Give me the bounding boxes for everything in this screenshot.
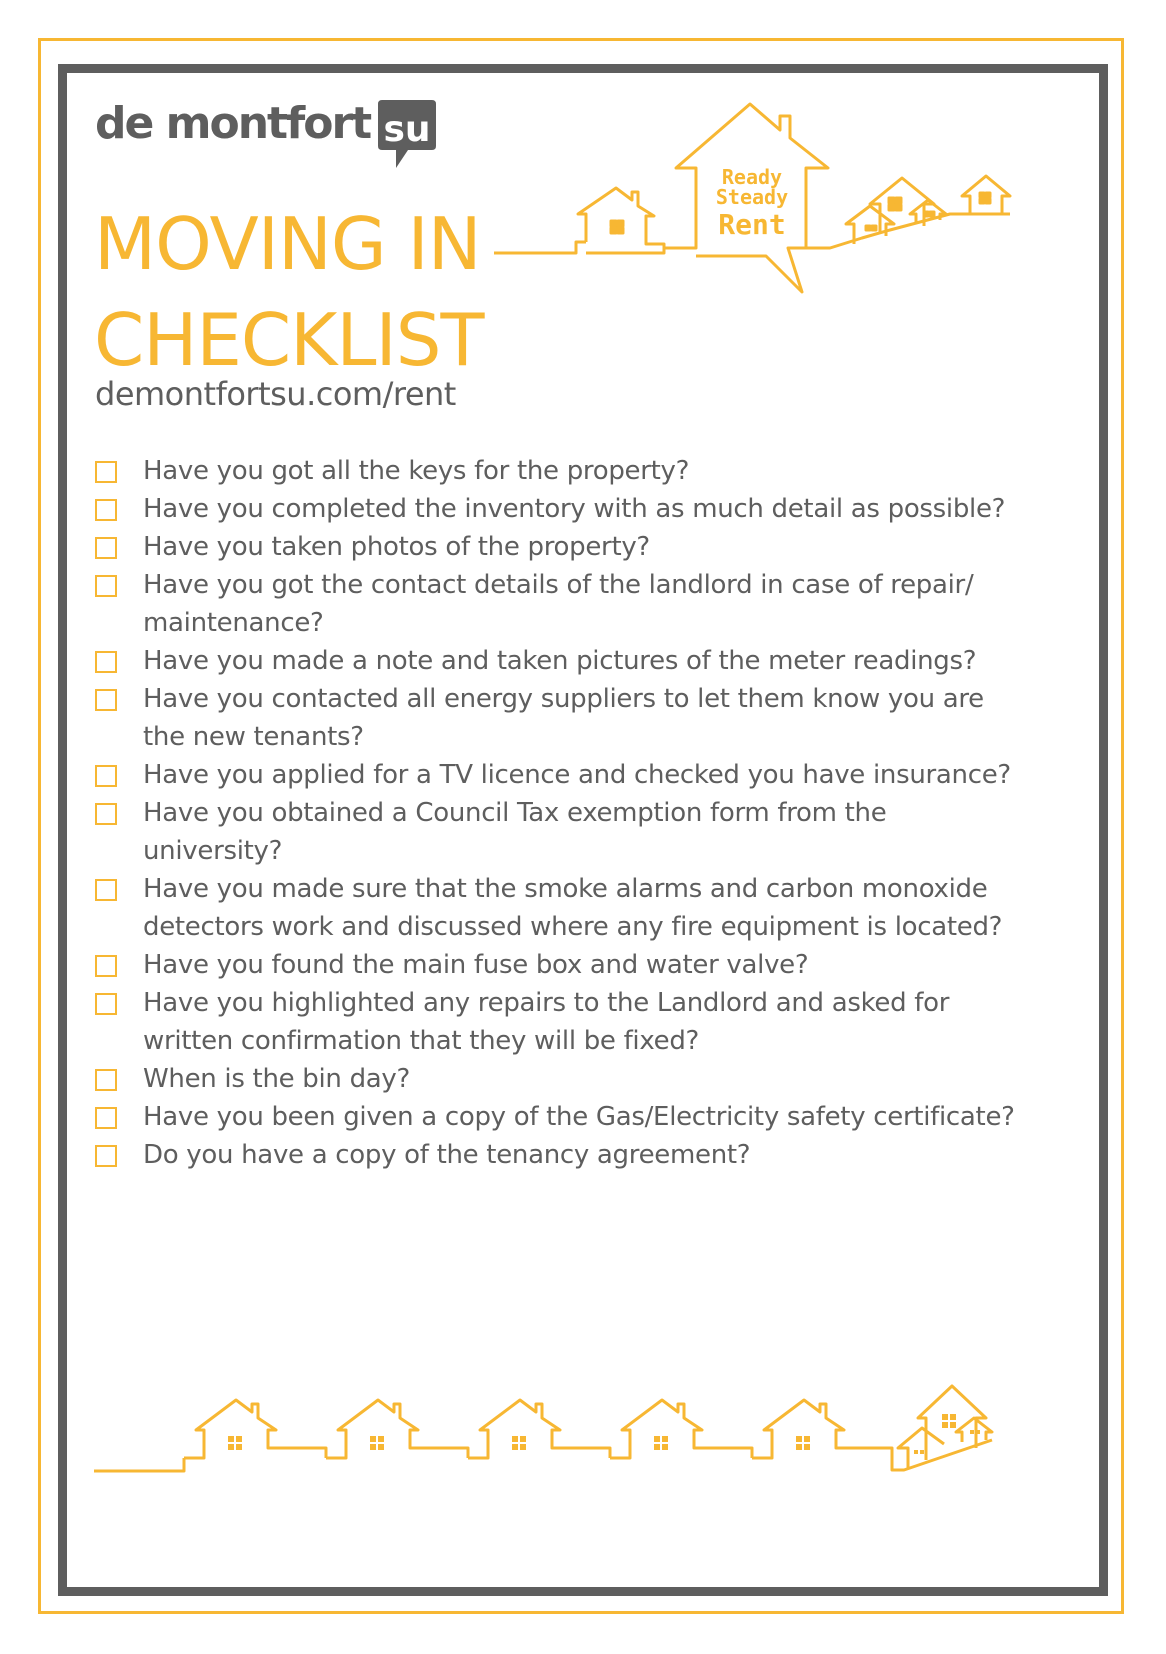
checklist-item-text: Have you taken photos of the property? — [143, 532, 650, 562]
checklist-item-text: Have you contacted all energy suppliers to let them know you are the new tenants? — [143, 684, 984, 752]
checklist-item — [95, 1060, 1025, 1098]
checkbox[interactable] — [95, 955, 117, 977]
checklist-item-text: Do you have a copy of the tenancy agreement? — [143, 1140, 751, 1170]
hero-skyline-illustration — [490, 96, 1020, 306]
house-far-right-icon — [962, 176, 1010, 214]
checklist-item-text: Have you applied for a TV licence and checked you have insurance? — [143, 760, 1011, 790]
checklist-item — [95, 642, 1025, 680]
title-line-2: CHECKLIST — [94, 298, 484, 382]
checklist-item-text: Have you been given a copy of the Gas/Electricity safety certificate? — [143, 1102, 1015, 1132]
checkbox[interactable] — [95, 499, 117, 521]
checklist-item-text: Have you made a note and taken pictures of the meter readings? — [143, 646, 977, 676]
checklist-item-text: Have you obtained a Council Tax exemption form from the university? — [143, 798, 887, 866]
page-title — [94, 196, 483, 388]
logo-badge-text: su — [383, 109, 431, 150]
checkbox[interactable] — [95, 1069, 117, 1091]
ground-line — [494, 242, 586, 253]
footer-ground-line — [94, 1458, 184, 1471]
checkbox[interactable] — [95, 461, 117, 483]
brand-logo — [95, 96, 438, 176]
checklist-item — [95, 1136, 1025, 1174]
checklist-item — [95, 794, 1025, 870]
checkbox[interactable] — [95, 537, 117, 559]
checklist-item-text: Have you got all the keys for the property? — [143, 456, 690, 486]
checklist — [95, 452, 1025, 1174]
checklist-item-text: Have you highlighted any repairs to the Landlord and asked for written confirmation that they will be fixed? — [143, 988, 950, 1056]
checklist-item — [95, 946, 1025, 984]
checkbox[interactable] — [95, 879, 117, 901]
checklist-item-text: When is the bin day? — [143, 1064, 410, 1094]
house-icon — [184, 1400, 284, 1458]
checkbox[interactable] — [95, 993, 117, 1015]
house-icon — [752, 1400, 852, 1458]
checklist-item-text: Have you found the main fuse box and water valve? — [143, 950, 809, 980]
website-url: demontfortsu.com/rent — [95, 375, 456, 413]
badge-line-2: Steady — [715, 185, 789, 209]
house-icon — [468, 1400, 568, 1458]
slope-line — [806, 214, 1010, 248]
checklist-item — [95, 984, 1025, 1060]
house-icon — [610, 1400, 710, 1458]
checklist-item — [95, 528, 1025, 566]
house-icon — [326, 1400, 426, 1458]
checklist-item — [95, 680, 1025, 756]
checkbox[interactable] — [95, 575, 117, 597]
checklist-item — [95, 756, 1025, 794]
checkbox[interactable] — [95, 689, 117, 711]
checkbox[interactable] — [95, 651, 117, 673]
title-line-1: MOVING IN — [94, 202, 481, 286]
checkbox[interactable] — [95, 765, 117, 787]
checklist-item — [95, 566, 1025, 642]
checkbox[interactable] — [95, 1145, 117, 1167]
checklist-item — [95, 452, 1025, 490]
logo-text: de montfort — [95, 98, 371, 149]
badge-line-3: Rent — [718, 208, 786, 241]
checkbox[interactable] — [95, 1107, 117, 1129]
checklist-item — [95, 490, 1025, 528]
checklist-item-text: Have you got the contact details of the landlord in case of repair/ maintenance? — [143, 570, 974, 638]
checklist-item-text: Have you completed the inventory with as much detail as possible? — [143, 494, 1006, 524]
checklist-item — [95, 870, 1025, 946]
checklist-item — [95, 1098, 1025, 1136]
checklist-item-text: Have you made sure that the smoke alarms and carbon monoxide detectors work and discussed where any fire equipment is located? — [143, 874, 1003, 942]
footer-skyline-illustration — [92, 1378, 1022, 1478]
speech-bubble-icon — [374, 96, 438, 174]
house-icon — [578, 188, 664, 253]
badge-line-1: Ready — [721, 165, 783, 189]
checkbox[interactable] — [95, 803, 117, 825]
house-cluster-icon — [846, 178, 946, 244]
